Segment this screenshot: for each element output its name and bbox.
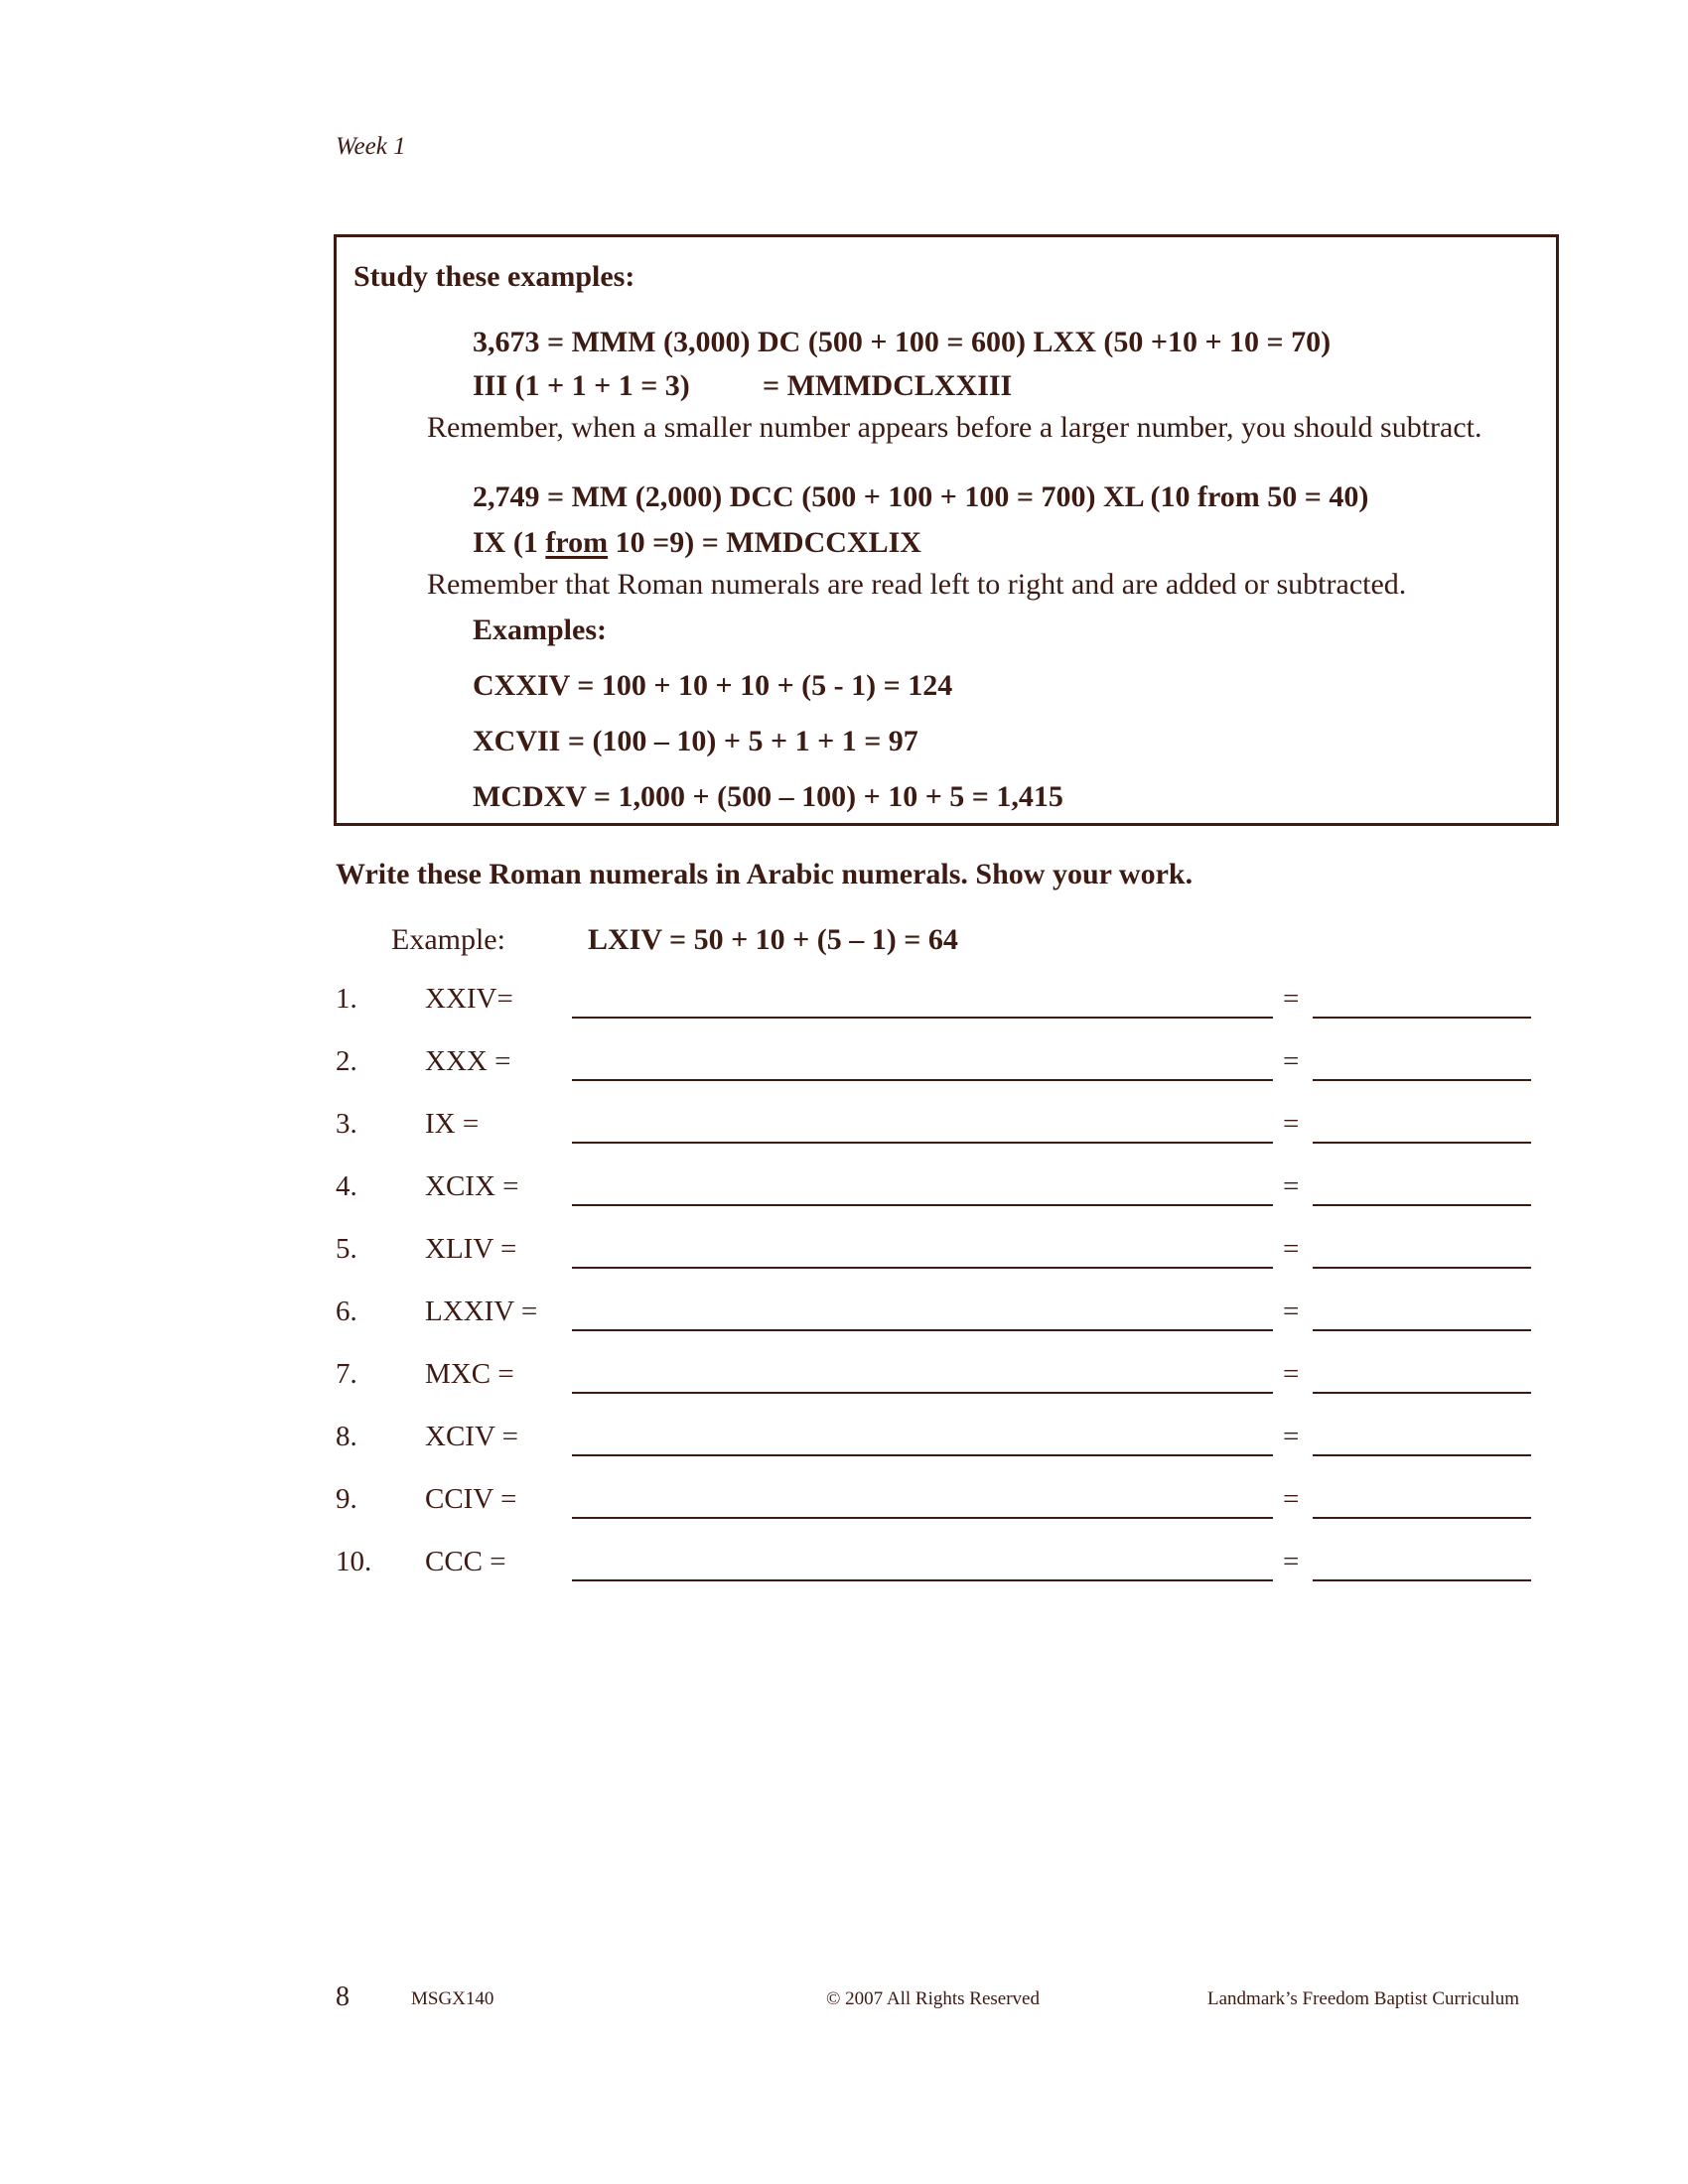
equals-sign: =: [1283, 1170, 1300, 1202]
exercise-example-label: Example:: [391, 923, 505, 956]
exercise-row-roman: XXX =: [425, 1045, 511, 1077]
equals-sign: =: [1283, 1546, 1300, 1577]
equals-sign: =: [1283, 1045, 1300, 1077]
answer-line[interactable]: [1313, 1142, 1531, 1144]
exercise-row-number: 9.: [336, 1483, 357, 1515]
equals-sign: =: [1283, 1108, 1300, 1140]
work-line[interactable]: [572, 1517, 1273, 1519]
example-1-line-1: 3,673 = MMM (3,000) DC (500 + 100 = 600) LXX (50 +10 + 10 = 70): [473, 326, 1332, 358]
exercise-row-number: 1.: [336, 983, 357, 1015]
footer-course-code: MSGX140: [411, 1988, 494, 2009]
remember-subtract-note: Remember, when a smaller number appears before a larger number, you should subtract.: [427, 411, 1482, 444]
remember-left-to-right-note: Remember that Roman numerals are read left to right and are added or subtracted.: [427, 568, 1407, 601]
exercise-row-roman: CCIV =: [425, 1483, 517, 1515]
answer-line[interactable]: [1313, 1329, 1531, 1331]
exercise-row-number: 10.: [336, 1546, 372, 1577]
exercise-row-roman: XCIX =: [425, 1170, 519, 1202]
example-2-line-2a: IX (1: [473, 526, 546, 559]
exercise-row-roman: XLIV =: [425, 1233, 517, 1265]
answer-line[interactable]: [1313, 1517, 1531, 1519]
exercise-instruction: Write these Roman numerals in Arabic numerals. Show your work.: [336, 858, 1194, 890]
examples-label: Examples:: [473, 614, 607, 646]
exercise-row-number: 5.: [336, 1233, 357, 1265]
work-line[interactable]: [572, 1392, 1273, 1394]
footer-copyright: © 2007 All Rights Reserved: [826, 1988, 1040, 2009]
footer-page-number: 8: [336, 1981, 350, 2012]
exercise-row-number: 6.: [336, 1296, 357, 1327]
work-line[interactable]: [572, 1017, 1273, 1019]
exercise-row-number: 4.: [336, 1170, 357, 1202]
exercise-row-number: 2.: [336, 1045, 357, 1077]
week-label: Week 1: [336, 133, 406, 160]
example-1-line-2b: = MMMDCLXXIII: [763, 369, 1013, 402]
answer-line[interactable]: [1313, 1017, 1531, 1019]
example-2-line-1: 2,749 = MM (2,000) DCC (500 + 100 + 100 = 700) XL (10 from 50 = 40): [473, 480, 1369, 513]
equals-sign: =: [1283, 1483, 1300, 1515]
answer-line[interactable]: [1313, 1392, 1531, 1394]
example-mcdxv: MCDXV = 1,000 + (500 – 100) + 10 + 5 = 1,415: [473, 780, 1063, 813]
examples-box-title: Study these examples:: [353, 260, 635, 293]
equals-sign: =: [1283, 983, 1300, 1015]
exercise-row-roman: IX =: [425, 1108, 480, 1140]
equals-sign: =: [1283, 1421, 1300, 1452]
exercise-row-number: 3.: [336, 1108, 357, 1140]
answer-line[interactable]: [1313, 1454, 1531, 1456]
answer-line[interactable]: [1313, 1079, 1531, 1081]
exercise-row-number: 7.: [336, 1358, 357, 1390]
work-line[interactable]: [572, 1079, 1273, 1081]
example-1-line-2a: III (1 + 1 + 1 = 3): [473, 369, 690, 402]
work-line[interactable]: [572, 1204, 1273, 1206]
equals-sign: =: [1283, 1296, 1300, 1327]
work-line[interactable]: [572, 1579, 1273, 1581]
example-cxxiv: CXXIV = 100 + 10 + 10 + (5 - 1) = 124: [473, 669, 953, 702]
equals-sign: =: [1283, 1233, 1300, 1265]
work-line[interactable]: [572, 1454, 1273, 1456]
footer-publisher: Landmark’s Freedom Baptist Curriculum: [1207, 1988, 1519, 2009]
answer-line[interactable]: [1313, 1204, 1531, 1206]
exercise-row-roman: CCC =: [425, 1546, 506, 1577]
answer-line[interactable]: [1313, 1579, 1531, 1581]
example-2-line-2: [473, 526, 921, 560]
equals-sign: =: [1283, 1358, 1300, 1390]
example-2-from-word: from: [545, 526, 609, 559]
work-line[interactable]: [572, 1329, 1273, 1331]
example-xcvii: XCVII = (100 – 10) + 5 + 1 + 1 = 97: [473, 725, 918, 757]
exercise-row-roman: MXC =: [425, 1358, 514, 1390]
exercise-row-roman: LXXIV =: [425, 1296, 538, 1327]
exercise-row-number: 8.: [336, 1421, 357, 1452]
exercise-row-roman: XCIV =: [425, 1421, 518, 1452]
work-line[interactable]: [572, 1142, 1273, 1144]
exercise-example-value: LXIV = 50 + 10 + (5 – 1) = 64: [588, 923, 958, 956]
work-line[interactable]: [572, 1267, 1273, 1269]
example-2-line-2b: 10 =9) = MMDCCXLIX: [608, 526, 921, 559]
exercise-row-roman: XXIV=: [425, 983, 513, 1015]
answer-line[interactable]: [1313, 1267, 1531, 1269]
